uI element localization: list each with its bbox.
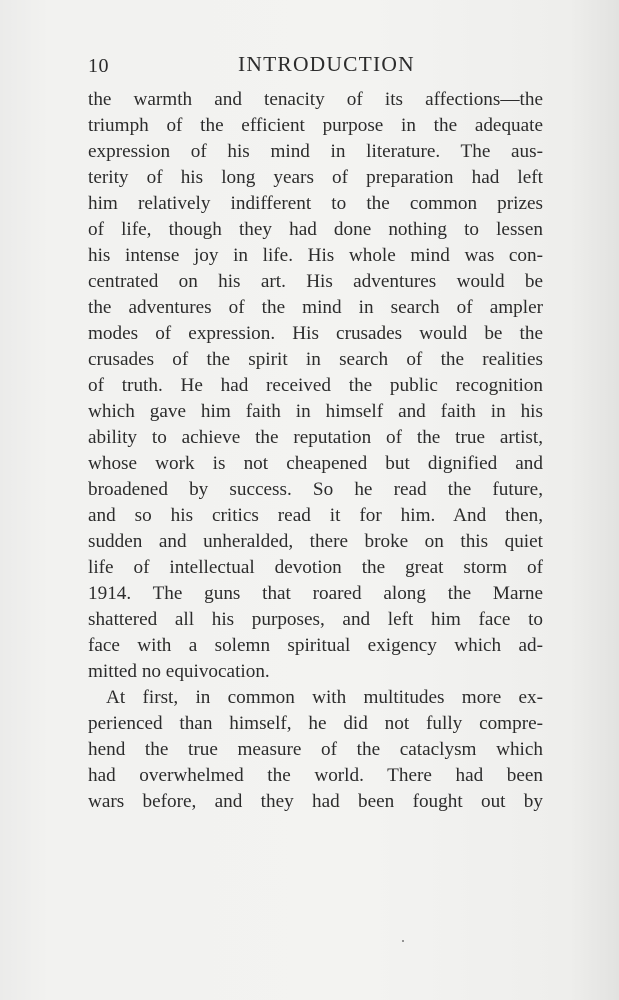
paragraph-1 <box>88 87 543 685</box>
text-line: At first, in common with multitudes more ex- <box>106 687 543 708</box>
page-header <box>88 52 543 80</box>
text-line: and so his critics read it for him. And then, <box>88 505 543 526</box>
text-line: which gave him faith in himself and faith in his <box>88 401 543 422</box>
text-line: centrated on his art. His adventures would be <box>88 271 543 292</box>
text-line: ability to achieve the reputation of the true artist, <box>88 427 543 448</box>
paper-speck <box>402 940 404 942</box>
page-number: 10 <box>88 55 109 77</box>
text-line: the warmth and tenacity of its affections—the <box>88 89 543 110</box>
text-line: had overwhelmed the world. There had been <box>88 765 543 786</box>
text-line: perienced than himself, he did not fully compre- <box>88 713 543 734</box>
running-head: INTRODUCTION <box>238 52 415 76</box>
text-line: the adventures of the mind in search of ampler <box>88 297 543 318</box>
text-line: terity of his long years of preparation had left <box>88 167 543 188</box>
text-line: face with a solemn spiritual exigency which ad- <box>88 635 543 656</box>
text-line: him relatively indifferent to the common prizes <box>88 193 543 214</box>
text-line: his intense joy in life. His whole mind was con- <box>88 245 543 266</box>
text-line: of truth. He had received the public recognition <box>88 375 543 396</box>
paragraph-2 <box>88 685 543 815</box>
text-line: sudden and unheralded, there broke on this quiet <box>88 531 543 552</box>
text-line: modes of expression. His crusades would be the <box>88 323 543 344</box>
text-line: crusades of the spirit in search of the realities <box>88 349 543 370</box>
text-line: 1914. The guns that roared along the Marne <box>88 583 543 604</box>
text-line: triumph of the efficient purpose in the adequate <box>88 115 543 136</box>
text-line: life of intellectual devotion the great storm of <box>88 557 543 578</box>
body-text <box>88 87 543 815</box>
text-line: of life, though they had done nothing to lessen <box>88 219 543 240</box>
text-line: broadened by success. So he read the future, <box>88 479 543 500</box>
text-line: expression of his mind in literature. The aus- <box>88 141 543 162</box>
text-line: mitted no equivocation. <box>88 661 270 682</box>
text-line: shattered all his purposes, and left him face to <box>88 609 543 630</box>
text-line: hend the true measure of the cataclysm which <box>88 739 543 760</box>
text-line: wars before, and they had been fought out by <box>88 791 543 812</box>
text-line: whose work is not cheapened but dignified and <box>88 453 543 474</box>
